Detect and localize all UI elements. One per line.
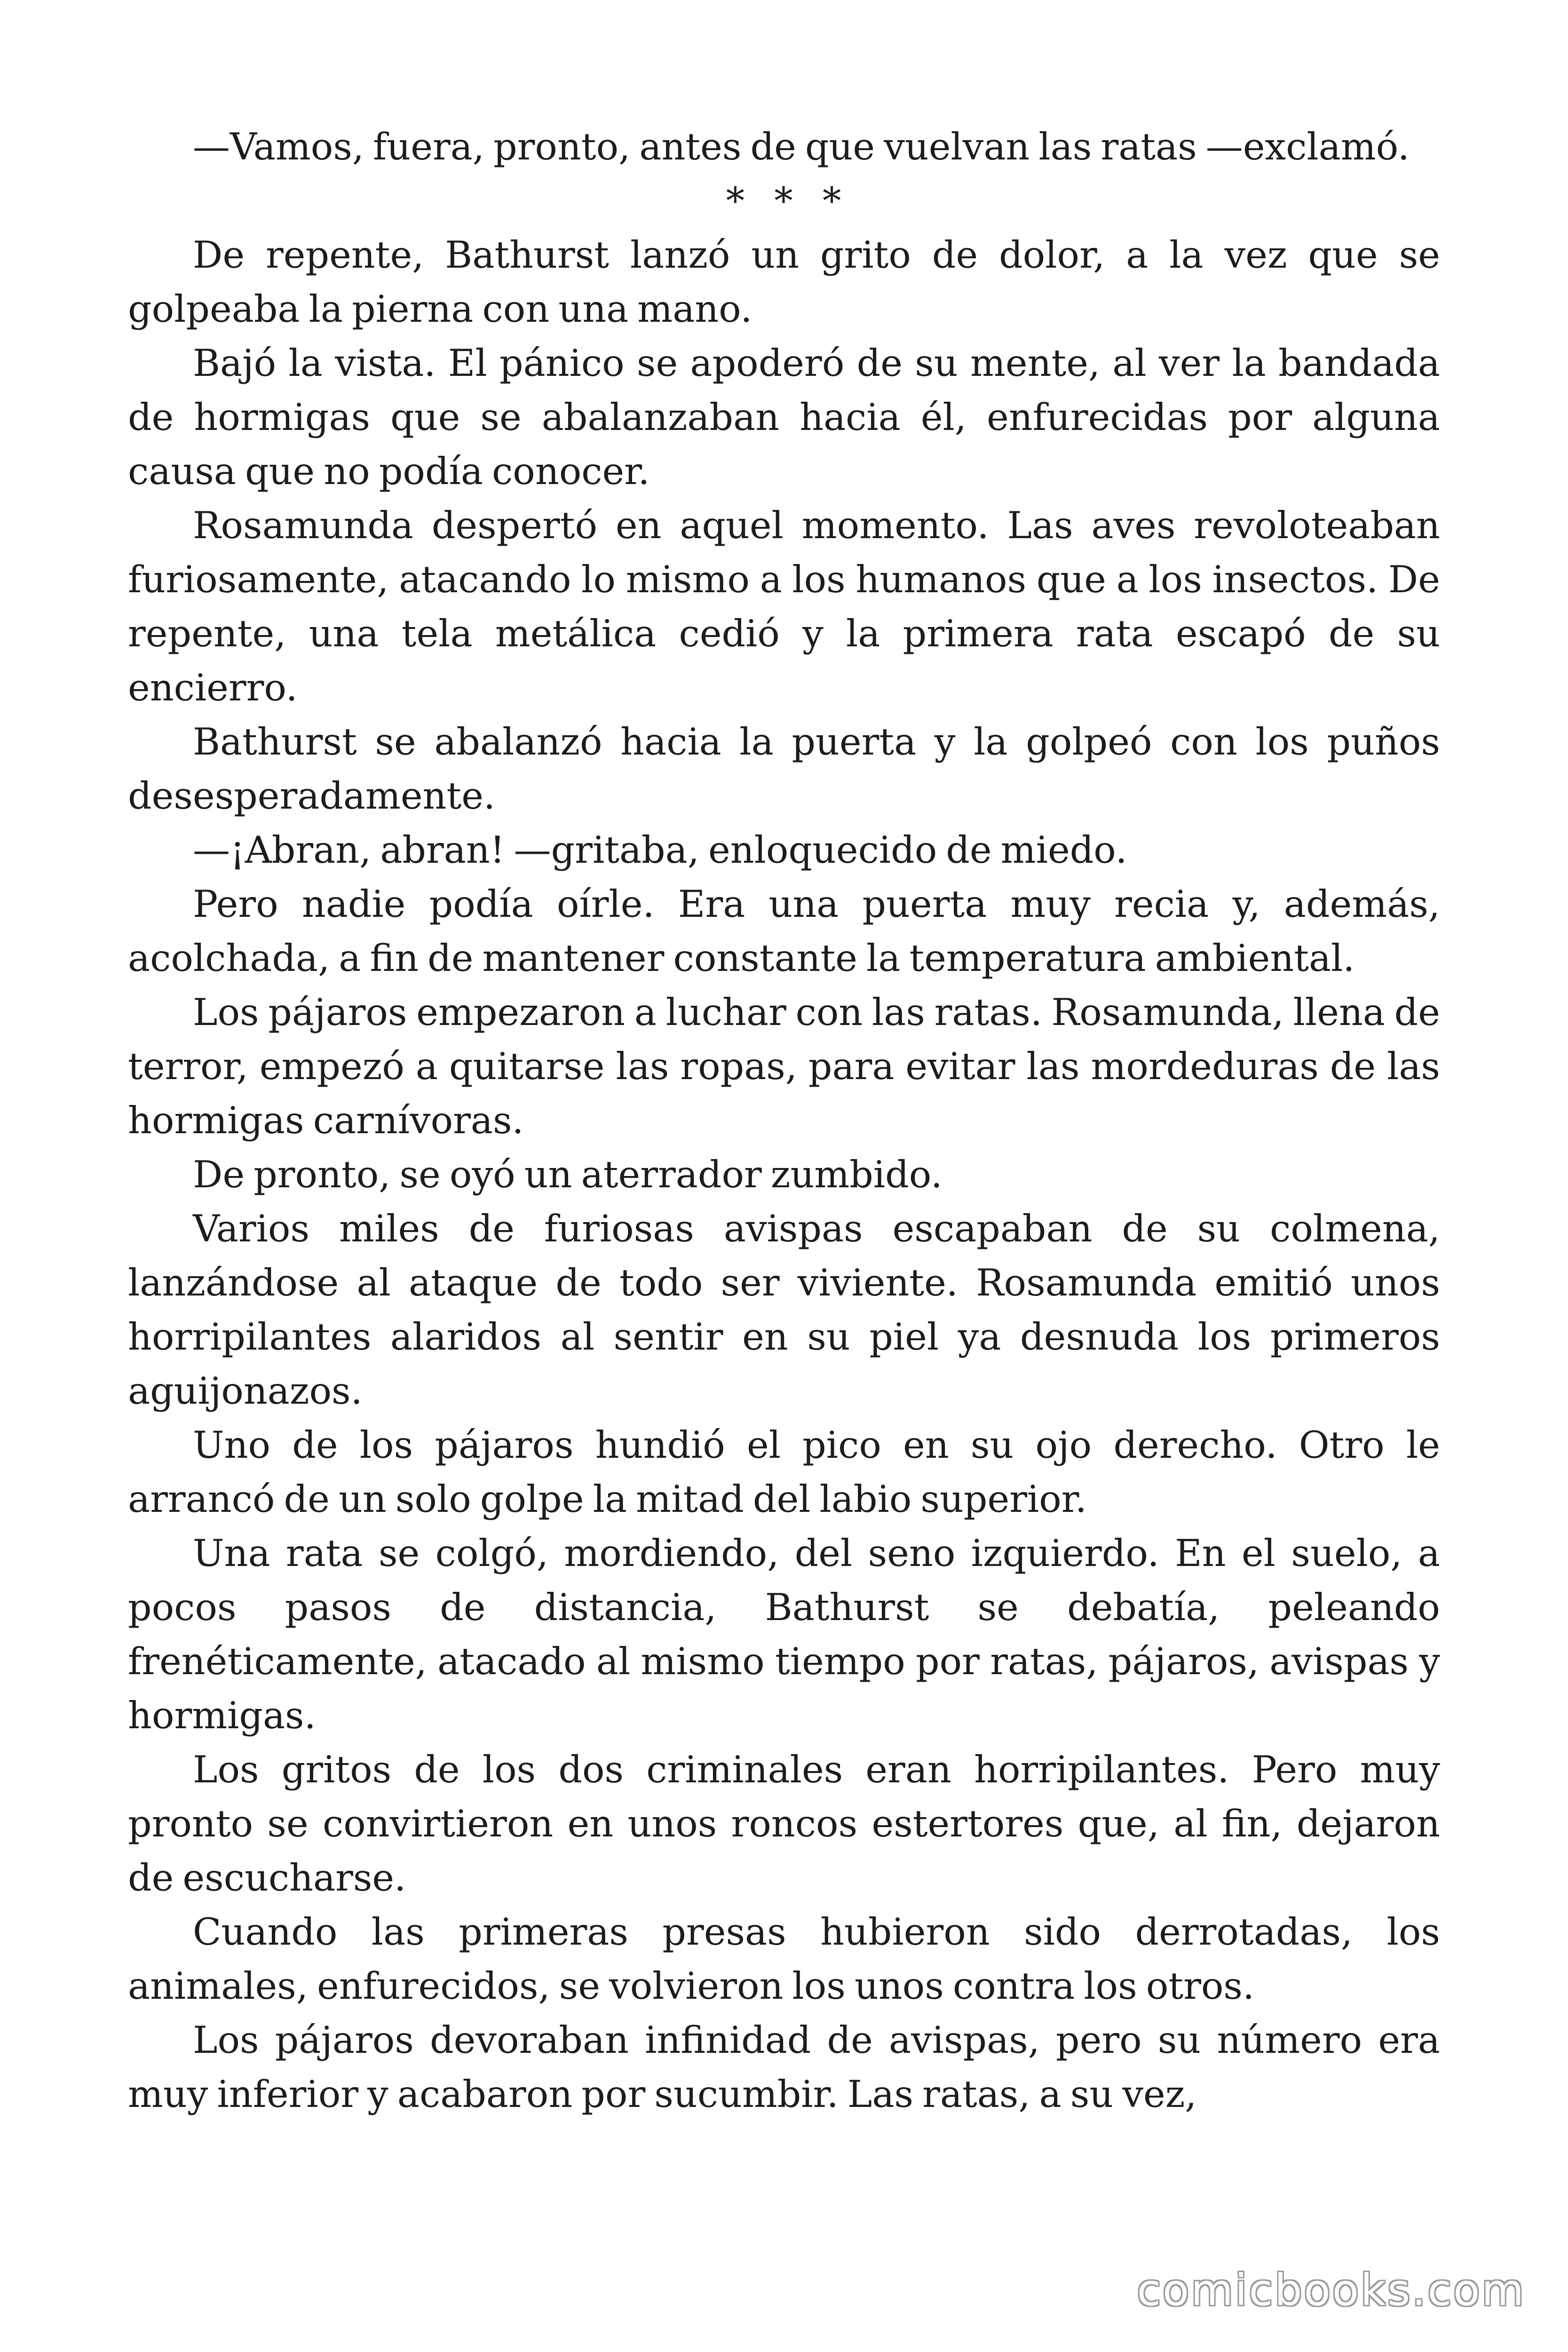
paragraph: Los gritos de los dos criminales eran horripilantes. Pero muy pronto se convirtieron en unos roncos estertores que, al fin, dejaron de escucharse. <box>128 1748 1440 1899</box>
paragraph: —¡Abran, abran! —gritaba, enloquecido de miedo. <box>193 828 1127 872</box>
paragraph: Cuando las primeras presas hubieron sido derrotadas, los animales, enfurecidos, se volvieron los unos contra los otros. <box>128 1910 1440 2008</box>
book-page-text <box>128 120 1440 2122</box>
paragraph: Bajó la vista. El pánico se apoderó de su mente, al ver la bandada de hormigas que se abalanzaban hacia él, enfurecidas por alguna causa que no podía conocer. <box>128 342 1440 493</box>
paragraph: Rosamunda despertó en aquel momento. Las aves revoloteaban furiosamente, atacando lo mismo a los humanos que a los insectos. De repente, una tela metálica cedió y la primera rata escapó de su encierro. <box>128 504 1440 709</box>
paragraph: Bathurst se abalanzó hacia la puerta y la golpeó con los puños desesperadamente. <box>128 720 1440 818</box>
paragraph: Uno de los pájaros hundió el pico en su ojo derecho. Otro le arrancó de un solo golpe la mitad del labio superior. <box>128 1423 1440 1521</box>
paragraph: De repente, Bathurst lanzó un grito de dolor, a la vez que se golpeaba la pierna con una mano. <box>128 233 1440 331</box>
scene-break: * * * <box>726 179 852 222</box>
paragraph: Varios miles de furiosas avispas escapaban de su colmena, lanzándose al ataque de todo ser viviente. Rosamunda emitió unos horripilantes alaridos al sentir en su piel ya desnuda los primeros aguijonazos. <box>128 1207 1440 1413</box>
paragraph: Los pájaros empezaron a luchar con las ratas. Rosamunda, llena de terror, empezó a quitarse las ropas, para evitar las mordeduras de las hormigas carnívoras. <box>128 991 1440 1142</box>
paragraph: —Vamos, fuera, pronto, antes de que vuelvan las ratas —exclamó. <box>193 125 1410 168</box>
paragraph: Los pájaros devoraban infinidad de avispas, pero su número era muy inferior y acabaron por sucumbir. Las ratas, a su vez, <box>128 2018 1440 2116</box>
paragraph: Pero nadie podía oírle. Era una puerta muy recia y, además, acolchada, a fin de mantener constante la temperatura ambiental. <box>128 882 1440 980</box>
paragraph: De pronto, se oyó un aterrador zumbido. <box>193 1153 942 1196</box>
site-watermark: comicbooks.com <box>1137 2265 1526 2315</box>
paragraph: Una rata se colgó, mordiendo, del seno izquierdo. En el suelo, a pocos pasos de distancia, Bathurst se debatía, peleando frenéticamente, atacado al mismo tiempo por ratas, pájaros, avispas y hormigas. <box>128 1532 1440 1737</box>
